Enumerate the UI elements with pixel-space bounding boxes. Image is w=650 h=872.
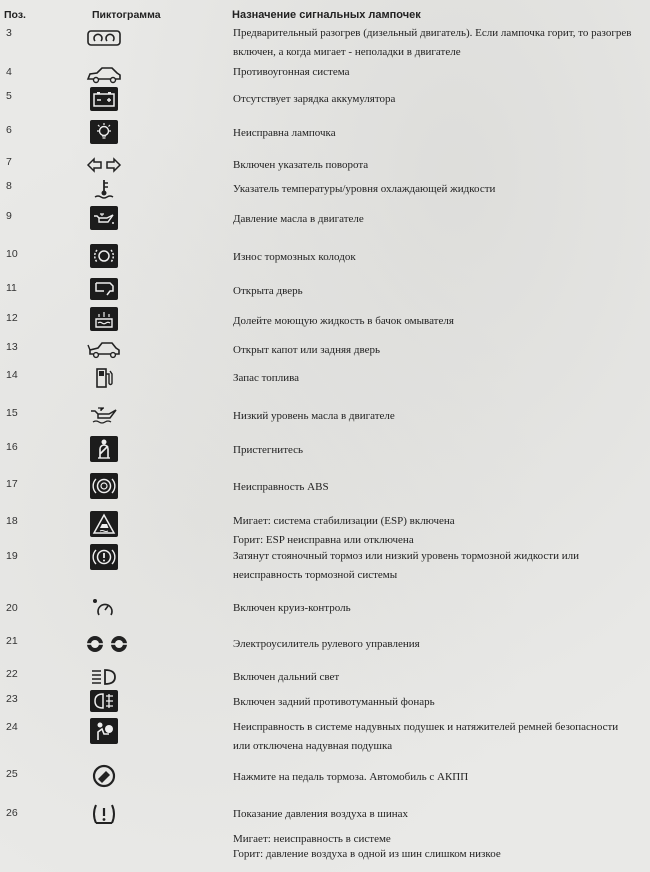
row-number: 4 bbox=[6, 66, 12, 78]
row-description: Включен дальний свет bbox=[233, 671, 340, 683]
row-description: Износ тормозных колодок bbox=[233, 251, 356, 263]
row-description: или отключена надувная подушка bbox=[233, 740, 393, 752]
door-open-icon bbox=[90, 278, 118, 300]
row-number: 8 bbox=[6, 180, 12, 192]
row-description: Пристегнитесь bbox=[233, 444, 304, 456]
row-description: Включен круиз-контроль bbox=[233, 602, 351, 614]
row-number: 18 bbox=[6, 515, 18, 527]
row-description: Показание давления воздуха в шинах bbox=[233, 808, 409, 820]
row-description: включен, а когда мигает - неполадки в двигателе bbox=[233, 46, 461, 58]
row-number: 6 bbox=[6, 124, 12, 136]
row-description: Запас топлива bbox=[233, 372, 300, 384]
airbag-icon bbox=[90, 718, 118, 744]
high-beam-icon bbox=[84, 665, 124, 689]
seatbelt-icon bbox=[90, 436, 118, 462]
esp-icon bbox=[90, 511, 118, 537]
row-number: 22 bbox=[6, 668, 18, 680]
row-number: 11 bbox=[6, 282, 17, 294]
coolant-temperature-icon bbox=[84, 177, 124, 201]
cruise-control-icon bbox=[84, 596, 124, 620]
note-line: Горит: давление воздуха в одной из шин слишком низкое bbox=[233, 848, 501, 860]
row-description: Горит: ESP неисправна или отключена bbox=[233, 534, 414, 546]
turn-signal-icon bbox=[84, 153, 124, 177]
row-description: Затянут стояночный тормоз или низкий уровень тормозной жидкости или bbox=[233, 550, 579, 562]
low-oil-level-icon bbox=[84, 402, 124, 426]
row-number: 23 bbox=[6, 693, 18, 705]
bulb-failure-icon bbox=[90, 120, 118, 144]
column-header-pictogram: Пиктограмма bbox=[92, 9, 161, 21]
row-description: Неисправность в системе надувных подушек и натяжителей ремней безопасности bbox=[233, 721, 619, 733]
row-number: 3 bbox=[6, 27, 12, 39]
power-steering-icon bbox=[82, 632, 132, 656]
row-number: 14 bbox=[6, 369, 18, 381]
column-header-position: Поз. bbox=[4, 9, 26, 21]
row-description: Неисправность ABS bbox=[233, 481, 329, 493]
row-number: 12 bbox=[6, 312, 18, 324]
tire-pressure-icon bbox=[84, 802, 124, 826]
row-number: 20 bbox=[6, 602, 18, 614]
row-description: Включен указатель поворота bbox=[233, 159, 369, 171]
row-number: 25 bbox=[6, 768, 18, 780]
row-description: Долейте моющую жидкость в бачок омывателя bbox=[233, 315, 454, 327]
battery-icon bbox=[90, 87, 118, 111]
tire-pressure-note bbox=[233, 832, 638, 862]
brake-warning-icon bbox=[90, 544, 118, 570]
row-number: 17 bbox=[6, 478, 18, 490]
row-number: 10 bbox=[6, 248, 18, 260]
column-header-purpose: Назначение сигнальных лампочек bbox=[232, 9, 421, 21]
row-description: Низкий уровень масла в двигателе bbox=[233, 410, 395, 422]
row-number: 16 bbox=[6, 441, 18, 453]
row-number: 15 bbox=[6, 407, 18, 419]
row-number: 5 bbox=[6, 90, 12, 102]
row-description: Включен задний противотуманный фонарь bbox=[233, 696, 435, 708]
row-number: 24 bbox=[6, 721, 18, 733]
row-description: Противоугонная система bbox=[233, 66, 350, 78]
row-number: 19 bbox=[6, 550, 18, 562]
row-description: Электроусилитель рулевого управления bbox=[233, 638, 420, 650]
row-description: Открыта дверь bbox=[233, 285, 303, 297]
row-description: Указатель температуры/уровня охлаждающей жидкости bbox=[233, 183, 496, 195]
car-immobilizer-icon bbox=[84, 63, 124, 87]
brake-pad-wear-icon bbox=[90, 244, 118, 268]
hood-trunk-open-icon bbox=[84, 338, 124, 362]
row-description: Неисправна лампочка bbox=[233, 127, 336, 139]
row-description: Отсутствует зарядка аккумулятора bbox=[233, 93, 396, 105]
abs-icon bbox=[90, 473, 118, 499]
row-description: Предварительный разогрев (дизельный двигатель). Если лампочка горит, то разогрев bbox=[233, 27, 632, 39]
row-number: 9 bbox=[6, 210, 12, 222]
row-description: Нажмите на педаль тормоза. Автомобиль с АКПП bbox=[233, 771, 469, 783]
row-description: неисправность тормозной системы bbox=[233, 569, 398, 581]
press-brake-pedal-icon bbox=[84, 764, 124, 788]
row-number: 13 bbox=[6, 341, 18, 353]
row-description: Мигает: система стабилизации (ESP) включена bbox=[233, 515, 455, 527]
row-number: 7 bbox=[6, 156, 12, 168]
row-description: Открыт капот или задняя дверь bbox=[233, 344, 380, 356]
row-description: Давление масла в двигателе bbox=[233, 213, 364, 225]
washer-fluid-icon bbox=[90, 307, 118, 331]
glow-plug-icon bbox=[84, 26, 124, 50]
note-line: Мигает: неисправность в системе bbox=[233, 833, 391, 845]
rear-fog-light-icon bbox=[90, 690, 118, 712]
fuel-icon bbox=[84, 366, 124, 390]
row-number: 26 bbox=[6, 807, 18, 819]
oil-pressure-icon bbox=[90, 206, 118, 230]
row-number: 21 bbox=[6, 635, 18, 647]
